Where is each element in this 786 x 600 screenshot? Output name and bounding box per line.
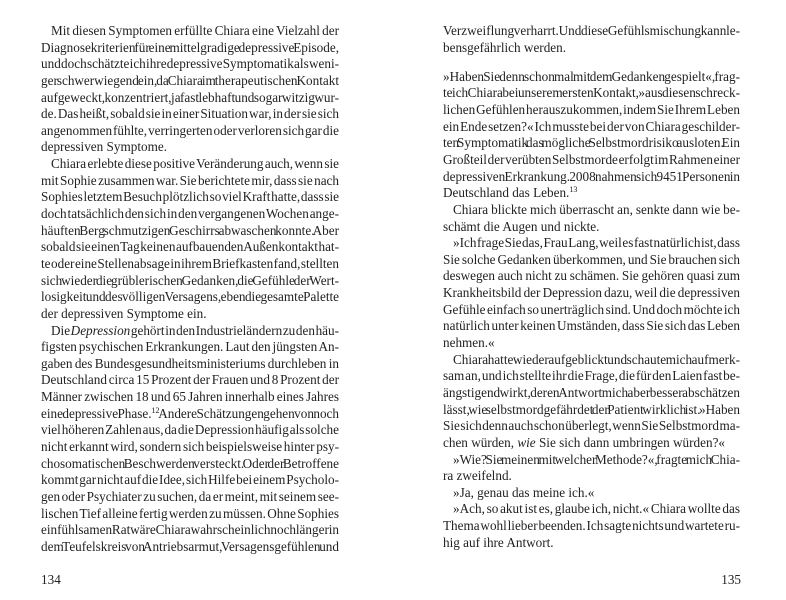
text-line: sam an, und ich stellte ihr die Frage, die für den Laien fast be- bbox=[443, 368, 740, 384]
text-segment: Deutschland das Leben. bbox=[443, 185, 570, 201]
text-line: ängstigend wirkt, deren Antwort mich aber besser abschätzen bbox=[443, 384, 740, 400]
italic-emphasis: Depression bbox=[70, 322, 131, 338]
text-line: depressiven Symptome. bbox=[41, 139, 167, 155]
text-line: mit Sophie zusammen war. Sie berichtete mir, dass sie nach bbox=[41, 172, 339, 188]
footnote-marker: 13 bbox=[569, 185, 578, 195]
text-line: kommt gar nicht auf die Idee, sich Hilfe bei einem Psycholo- bbox=[41, 472, 339, 488]
text-line: Diagnosekriterien für eine mittelgradige depressive Episode, bbox=[41, 39, 339, 55]
text-line: figsten psychischen Erkrankungen. Laut den jüngsten An- bbox=[41, 339, 339, 355]
text-line: gen oder Psychiater zu suchen, da er meint, mit seinem see- bbox=[41, 488, 339, 504]
text-line: te oder eine Stellenabsage in ihrem Briefkasten fand, stellten bbox=[41, 255, 339, 271]
text-line: lässt, wie selbstmordgefährdet der Patient wirklich ist. »Haben bbox=[443, 401, 740, 417]
text-line: deswegen auch nicht zu schämen. Sie gehören quasi zum bbox=[443, 268, 740, 284]
text-line: »Ja, genau das meine ich.« bbox=[453, 484, 595, 500]
page-number-right: 135 bbox=[721, 572, 741, 587]
text-line: ten Symptomatik das mögliche Selbstmordrisiko ausloten. Ein bbox=[443, 135, 740, 151]
text-line: lichen Gefühlen herauszukommen, indem Sie Ihrem Leben bbox=[443, 102, 740, 118]
text-line: Deutschland circa 15 Prozent der Frauen und 8 Prozent der bbox=[41, 372, 339, 388]
text-line: aufgeweckt, konzentriert, ja fast lebhaft und sogar witzig wur- bbox=[41, 89, 339, 105]
text-line: Sie solche Gedanken überkommen, und Sie brauchen sich bbox=[443, 251, 740, 267]
text-line: natürlich unter keinen Umständen, dass Sie sich das Leben bbox=[443, 318, 740, 334]
text-line bbox=[41, 406, 339, 423]
text-line: dem Teufelskreis von Antriebsarmut, Versagensgefühlen und bbox=[41, 538, 339, 554]
text-line: Mit diesen Symptomen erfüllte Chiara eine Vielzahl der bbox=[51, 23, 339, 38]
text-line: de. Das heißt, sobald sie in einer Situation war, in der sie sich bbox=[41, 106, 339, 122]
text-line: und doch schätzte ich ihre depressive Symptomatik als weni- bbox=[41, 56, 339, 72]
text-line: Sophies letztem Besuch plötzlich so viel Kraft hatte, dass sie bbox=[41, 189, 339, 205]
text-line: gaben des Bundesgesundheitsministeriums durchleben in bbox=[41, 355, 339, 371]
text-line bbox=[443, 185, 740, 202]
text-line: ra zweifelnd. bbox=[443, 468, 512, 484]
page-number-left: 134 bbox=[41, 572, 61, 587]
italic-emphasis: wie bbox=[517, 434, 536, 450]
text-line: »Wie? Sie meinen mit welcher Methode?«, fragte mich Chia- bbox=[453, 451, 740, 467]
text-line: Krankheitsbild der Depression dazu, weil die depressiven bbox=[443, 285, 740, 301]
text-line: »Haben Sie denn schon mal mit dem Gedanken gespielt«, frag- bbox=[443, 68, 740, 84]
text-line: lischen Tief alleine fertig werden zu müssen. Ohne Sophies bbox=[41, 505, 339, 521]
text-segment: chen würden, bbox=[443, 434, 518, 450]
text-line bbox=[41, 323, 339, 340]
text-line: Chiara erlebte diese positive Veränderung auch, wenn sie bbox=[51, 156, 339, 172]
text-line: nicht erkannt wird, sondern sich beispielsweise hinter psy- bbox=[41, 439, 339, 455]
text-line: Großteil der verübten Selbstmorde erfolgt im Rahmen einer bbox=[443, 151, 740, 167]
text-segment: Sie sich dann umbringen würden?« bbox=[535, 434, 726, 450]
text-line: losigkeit und des völligen Versagens, eben die gesamte Palette bbox=[41, 289, 339, 305]
text-line: te ich Chiara bei unserem ersten Kontakt, »aus diesen schreck- bbox=[443, 85, 740, 101]
text-line bbox=[443, 435, 740, 452]
text-line: Sie sich denn auch schon überlegt, wenn Sie Selbstmord ma- bbox=[443, 418, 740, 434]
text-line: sobald sie einen Tag keinen aufbauenden Außenkontakt hat- bbox=[41, 239, 339, 255]
text-line: Thema wohl lieber beenden. Ich sagte nichts und wartete ru- bbox=[443, 518, 740, 534]
text-line: hig auf ihre Antwort. bbox=[443, 534, 554, 550]
text-line: ein Ende setzen?« Ich musste bei der von Chiara geschilder- bbox=[443, 118, 740, 134]
text-line: einfühlsamen Rat wäre Chiara wahrscheinlich noch länger in bbox=[41, 522, 339, 538]
footnote-marker: 12 bbox=[151, 405, 160, 415]
text-line: Gefühle einfach so unerträglich sind. Und doch möchte ich bbox=[443, 301, 740, 317]
text-line: schämt die Augen und nickte. bbox=[443, 218, 600, 234]
left-page-text bbox=[41, 23, 339, 556]
text-line: nehmen.« bbox=[443, 335, 495, 351]
text-line: chosomatischen Beschwerden versteckt. Oder der Betroffene bbox=[41, 455, 339, 471]
text-line: Chiara hatte wieder aufgeblickt und schaute mich aufmerk- bbox=[453, 351, 740, 367]
text-line: bensgefährlich werden. bbox=[443, 39, 567, 55]
text-line: doch tatsächlich den sich in den vergangenen Wochen ange- bbox=[41, 206, 339, 222]
text-line: sich wieder die grüblerischen Gedanken, die Gefühle der Wert- bbox=[41, 272, 339, 288]
text-line: depressiven Erkrankung. 2008 nahmen sich 9451 Personen in bbox=[443, 168, 740, 184]
text-segment: gehört in den Industrieländern zu den häu- bbox=[130, 322, 339, 338]
text-segment: Die bbox=[51, 322, 71, 338]
text-line: häuften Berg schmutzigen Geschirrs abwaschen konnte. Aber bbox=[41, 222, 339, 238]
text-line: Verzweiflung verharrt. Und diese Gefühlsmischung kann le- bbox=[443, 23, 740, 38]
text-line: angenommen fühlte, verringerten oder verloren sich gar die bbox=[41, 122, 339, 138]
blank-line bbox=[443, 56, 740, 69]
text-line: viel höheren Zahlen aus, da die Depression häufig als solche bbox=[41, 422, 339, 438]
text-line: Chiara blickte mich überrascht an, senkte dann wie be- bbox=[453, 201, 740, 217]
text-line: ger schwerwiegend ein, da Chiara im therapeutischen Kontakt bbox=[41, 72, 339, 88]
text-segment: Andere Schätzungen gehen von noch bbox=[159, 405, 339, 421]
text-segment: eine depressive Phase. bbox=[41, 405, 152, 421]
text-line: Männer zwischen 18 und 65 Jahren innerhalb eines Jahres bbox=[41, 389, 339, 405]
right-page-text bbox=[443, 23, 740, 551]
text-line: der depressiven Symptome ein. bbox=[41, 305, 207, 321]
text-line: »Ich frage Sie das, Frau Lang, weil es fast natürlich ist, dass bbox=[453, 235, 740, 251]
text-line: »Ach, so akut ist es, glaube ich, nicht.« Chiara wollte das bbox=[453, 501, 740, 517]
